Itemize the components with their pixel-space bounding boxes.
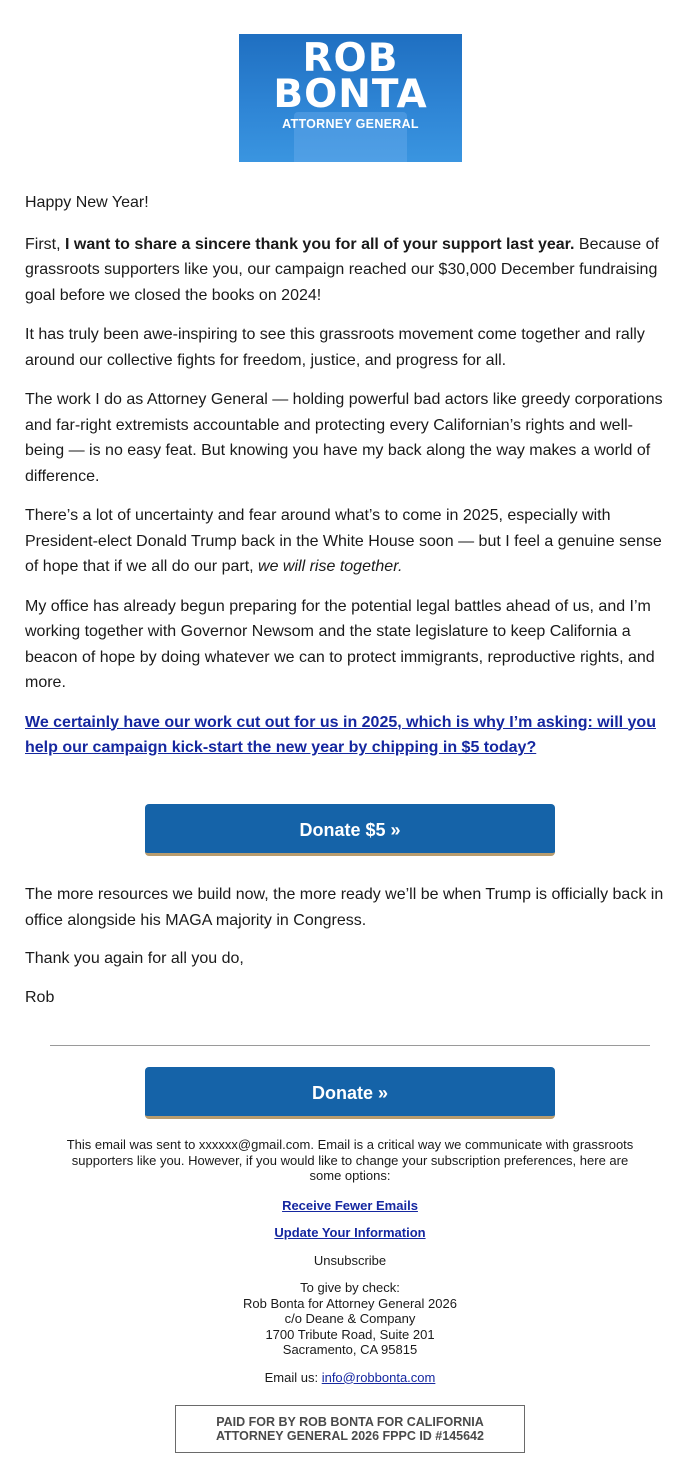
- p1-bold: I want to share a sincere thank you for all of your support last year.: [65, 235, 575, 253]
- email-label: Email us:: [264, 1369, 322, 1385]
- email-body: [25, 190, 670, 775]
- paragraph-movement: It has truly been awe-inspiring to see this grassroots movement come together and rally around our collective fights for freedom, justice, and progress for all.: [25, 326, 645, 369]
- paid-line-1: PAID FOR BY ROB BONTA FOR CALIFORNIA: [216, 1415, 484, 1429]
- email-link[interactable]: info@robbonta.com: [321, 1369, 436, 1385]
- paragraph-work: The work I do as Attorney General — holding powerful bad actors like greedy corporations and far-right extremists accountable and protecting every Californian’s rights and well-being — is no easy feat. But knowing you have my back along the way makes a world of difference.: [25, 391, 663, 485]
- logo-first-name: ROB: [302, 36, 399, 81]
- check-line-5: Sacramento, CA 95815: [282, 1342, 418, 1357]
- check-line-4: 1700 Tribute Road, Suite 201: [265, 1326, 435, 1342]
- footer-notice: This email was sent to xxxxxx@gmail.com. Email is a critical way we communicate with grassroots supporters like you. However, if you would like to change your subscription preferences, here are some options:: [66, 1137, 634, 1183]
- logo-title: ATTORNEY GENERAL: [282, 117, 419, 131]
- paid-line-2: ATTORNEY GENERAL 2026 FPPC ID #145642: [216, 1429, 484, 1443]
- thanks-line: Thank you again for all you do,: [25, 950, 244, 967]
- footer: [60, 1137, 640, 1385]
- paragraph-hope: [25, 503, 670, 580]
- donate-5-button[interactable]: Donate $5 »: [145, 804, 555, 856]
- paragraph-ask: [25, 710, 670, 761]
- check-line-3: c/o Deane & Company: [284, 1311, 416, 1326]
- p1-lead: First,: [25, 235, 65, 253]
- p1-rest: Because of grassroots supporters like you, our campaign reached our $30,000 December fundraising goal before we closed the books on 2024!: [25, 235, 659, 304]
- donate-button[interactable]: Donate »: [145, 1067, 555, 1119]
- divider: [50, 1045, 650, 1046]
- check-address: [60, 1280, 640, 1358]
- unsubscribe-link[interactable]: Unsubscribe: [313, 1252, 387, 1268]
- logo-last-name: BONTA: [273, 72, 428, 117]
- paid-for-disclaimer: [175, 1405, 525, 1453]
- check-line-1: To give by check:: [300, 1280, 400, 1295]
- paragraph-resources: The more resources we build now, the more ready we’ll be when Trump is officially back in office alongside his MAGA majority in Congress.: [25, 886, 664, 929]
- check-line-2: Rob Bonta for Attorney General 2026: [243, 1295, 457, 1311]
- paragraph-office: My office has already begun preparing for the potential legal battles ahead of us, and I’m working together with Governor Newsom and the state legislature to keep California a beacon of hope by doing whatever we can to protect immigrants, reproductive rights, and more.: [25, 597, 655, 691]
- signoff: Rob: [25, 988, 55, 1006]
- donate-5-wrap: [145, 804, 555, 856]
- update-information-link[interactable]: Update Your Information: [274, 1225, 426, 1240]
- greeting: Happy New Year!: [25, 194, 149, 211]
- ask-link[interactable]: We certainly have our work cut out for us in 2025, which is why I’m asking: will you help our campaign kick-start the new year by chipping in $5 today?: [25, 713, 656, 756]
- campaign-logo: [239, 34, 462, 162]
- footer-email: [60, 1370, 640, 1386]
- p4-lead: There’s a lot of uncertainty and fear around what’s to come in 2025, especially with President-elect Donald Trump back in the White House soon — but I feel a genuine sense of hope that if we all do our part,: [25, 507, 662, 575]
- p4-italic: we will rise together.: [258, 558, 403, 575]
- paragraph-thanks: [25, 232, 670, 309]
- donate-wrap: [145, 1067, 555, 1119]
- receive-fewer-emails-link[interactable]: Receive Fewer Emails: [282, 1197, 418, 1213]
- email-body-closing: [25, 882, 670, 1023]
